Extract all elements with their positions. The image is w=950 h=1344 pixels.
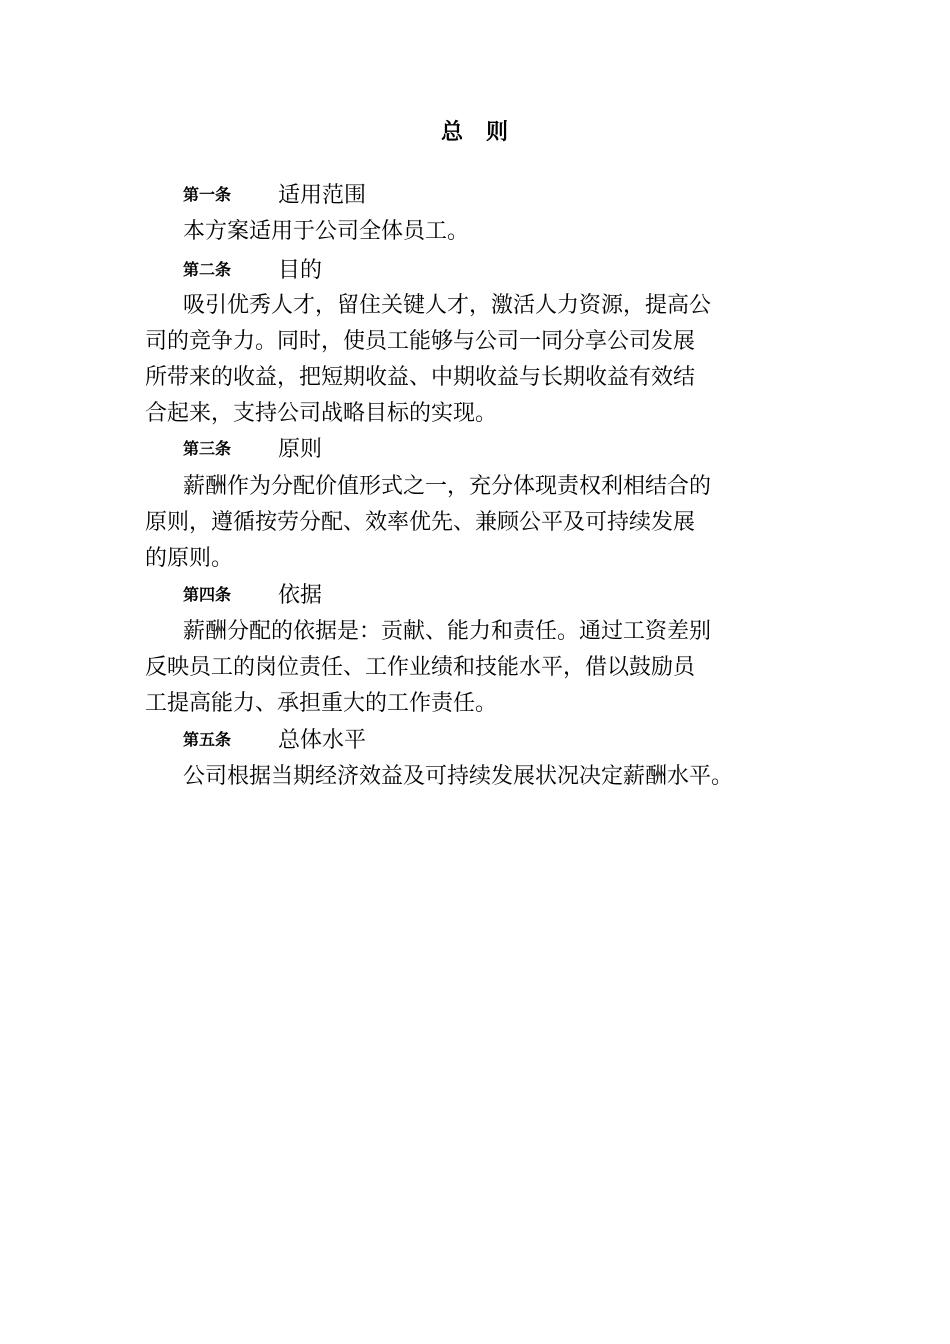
article-5-heading (183, 721, 366, 755)
article-2-body (145, 288, 810, 432)
paragraph-line: 原则，遵循按劳分配、效率优先、兼顾公平及可持续发展 (145, 510, 696, 535)
article-number: 第五条 (183, 729, 232, 749)
article-3-heading (183, 430, 322, 464)
article-4-heading (183, 576, 322, 610)
title-part-2: 则 (486, 120, 510, 145)
article-number: 第一条 (183, 184, 232, 204)
article-number: 第二条 (183, 259, 232, 279)
article-5-body (145, 759, 810, 795)
paragraph-line: 本方案适用于公司全体员工。 (183, 219, 470, 244)
title-part-1: 总 (440, 120, 464, 145)
article-name: 依据 (278, 582, 323, 608)
paragraph-line: 司的竞争力。同时，使员工能够与公司一同分享公司发展 (145, 329, 696, 354)
article-name: 原则 (278, 436, 323, 462)
paragraph-line: 公司根据当期经济效益及可持续发展状况决定薪酬水平。 (183, 764, 734, 789)
article-1-heading (183, 176, 366, 210)
article-2-heading (183, 251, 322, 285)
article-number: 第三条 (183, 438, 232, 458)
paragraph-line: 合起来，支持公司战略目标的实现。 (145, 401, 498, 426)
article-number: 第四条 (183, 584, 232, 604)
paragraph-line: 的原则。 (145, 546, 234, 571)
document-title (0, 116, 950, 150)
paragraph-line: 薪酬分配的依据是：贡献、能力和责任。通过工资差别 (183, 619, 712, 644)
article-3-body (145, 469, 810, 577)
article-1-body (145, 214, 810, 250)
article-name: 总体水平 (278, 727, 367, 753)
paragraph-line: 所带来的收益，把短期收益、中期收益与长期收益有效结 (145, 365, 696, 390)
article-4-body (145, 614, 810, 722)
article-name: 适用范围 (278, 182, 367, 208)
paragraph-line: 薪酬作为分配价值形式之一，充分体现责权利相结合的 (183, 474, 712, 499)
paragraph-line: 吸引优秀人才，留住关键人才，激活人力资源，提高公 (183, 293, 712, 318)
article-name: 目的 (278, 257, 323, 283)
paragraph-line: 反映员工的岗位责任、工作业绩和技能水平，借以鼓励员 (145, 655, 696, 680)
paragraph-line: 工提高能力、承担重大的工作责任。 (145, 691, 498, 716)
